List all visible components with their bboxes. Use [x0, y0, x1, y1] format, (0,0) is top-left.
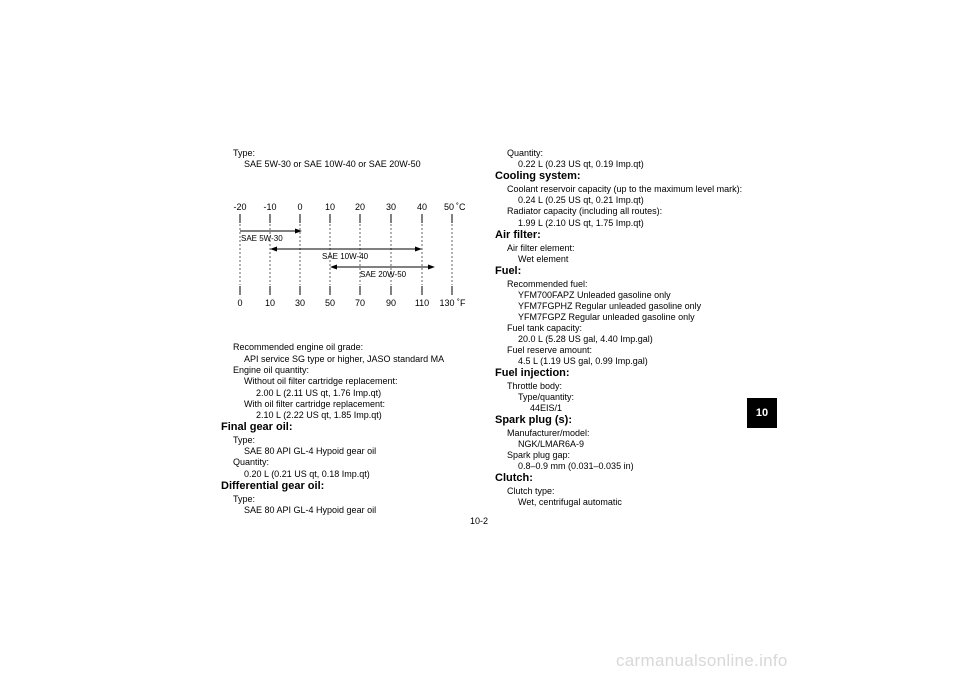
final-gear-quantity-value: 0.20 L (0.21 US qt, 0.18 Imp.qt) [244, 469, 370, 479]
rec-grade-label: Recommended engine oil grade: [233, 342, 364, 352]
throttle-body-label: Throttle body: [507, 381, 563, 391]
without-filter-value: 2.00 L (2.11 US qt, 1.76 Imp.qt) [256, 388, 382, 398]
differential-type-label: Type: [233, 494, 256, 504]
fahrenheit-tick: 10 [264, 298, 276, 308]
celsius-tick: 30 [385, 202, 397, 212]
type-quantity-value: 44EIS/1 [530, 403, 563, 413]
coolant-reservoir-value: 0.24 L (0.25 US qt, 0.21 Imp.qt) [518, 195, 644, 205]
clutch-type-label: Clutch type: [507, 486, 555, 496]
air-filter-heading: Air filter: [495, 229, 541, 241]
final-gear-type-label: Type: [233, 435, 256, 445]
fahrenheit-tick: 30 [294, 298, 306, 308]
chapter-tab-label: 10 [755, 407, 769, 419]
differential-quantity-label: Quantity: [507, 148, 544, 158]
fuel-reserve-label: Fuel reserve amount: [507, 345, 593, 355]
sae-20w-50-range-arrow [330, 265, 435, 270]
final-gear-type-value: SAE 80 API GL-4 Hypoid gear oil [244, 446, 377, 456]
chapter-tab [747, 398, 777, 428]
celsius-tick: 20 [354, 202, 366, 212]
fuel-tank-value: 20.0 L (5.28 US gal, 4.40 Imp.gal) [518, 334, 653, 344]
sae-20w-50-label: SAE 20W-50 [360, 270, 407, 279]
rec-grade-value: API service SG type or higher, JASO standard MA [244, 354, 445, 364]
with-filter-value: 2.10 L (2.22 US qt, 1.85 Imp.qt) [256, 410, 382, 420]
fahrenheit-tick: 0 [237, 298, 243, 308]
watermark: carmanualsonline.info [616, 651, 788, 670]
clutch-heading: Clutch: [495, 472, 533, 484]
celsius-tick: 40 [416, 202, 428, 212]
without-filter-label: Without oil filter cartridge replacement: [244, 376, 398, 386]
celsius-unit: ˚C [456, 202, 466, 212]
engine-oil-quantity-label: Engine oil quantity: [233, 365, 310, 375]
air-filter-element-label: Air filter element: [507, 243, 575, 253]
recommended-fuel-label: Recommended fuel: [507, 279, 588, 289]
sae-10w-40-label: SAE 10W-40 [322, 252, 369, 261]
radiator-capacity-label: Radiator capacity (including all routes): [507, 206, 663, 216]
celsius-tick: -20 [233, 202, 247, 212]
fuel-tank-label: Fuel tank capacity: [507, 323, 583, 333]
fuel-spec-3: YFM7FGPZ Regular unleaded gasoline only [518, 312, 695, 322]
sae-10w-40-range-arrow [270, 247, 422, 252]
fuel-reserve-value: 4.5 L (1.19 US gal, 0.99 Imp.gal) [518, 356, 648, 366]
fuel-spec-2: YFM7FGPHZ Regular unleaded gasoline only [518, 301, 702, 311]
differential-type-value: SAE 80 API GL-4 Hypoid gear oil [244, 505, 377, 515]
cooling-system-heading: Cooling system: [495, 170, 581, 182]
fahrenheit-tick: 110 [414, 298, 430, 308]
final-gear-quantity-label: Quantity: [233, 457, 270, 467]
page-number: 10-2 [470, 516, 489, 526]
engine-oil-type-label: Type: [233, 148, 256, 158]
celsius-tick: 0 [297, 202, 303, 212]
engine-oil-type-value: SAE 5W-30 or SAE 10W-40 or SAE 20W-50 [244, 159, 421, 169]
air-filter-element-value: Wet element [518, 254, 569, 264]
manufacturer-model-value: NGK/LMAR6A-9 [518, 439, 585, 449]
type-quantity-label: Type/quantity: [518, 392, 575, 402]
differential-gear-oil-heading: Differential gear oil: [221, 480, 325, 492]
sae-5w-30-range-arrow [240, 229, 302, 234]
celsius-tick: -10 [263, 202, 277, 212]
fuel-heading: Fuel: [495, 265, 522, 277]
with-filter-label: With oil filter cartridge replacement: [244, 399, 386, 409]
spark-plug-gap-value: 0.8–0.9 mm (0.031–0.035 in) [518, 461, 634, 471]
differential-quantity-value: 0.22 L (0.23 US qt, 0.19 Imp.qt) [518, 159, 644, 169]
radiator-capacity-value: 1.99 L (2.10 US qt, 1.75 Imp.qt) [518, 218, 644, 228]
manufacturer-model-label: Manufacturer/model: [507, 428, 590, 438]
final-gear-oil-heading: Final gear oil: [221, 421, 293, 433]
sae-5w-30-label: SAE 5W-30 [241, 234, 283, 243]
fahrenheit-tick: 90 [385, 298, 397, 308]
coolant-reservoir-label: Coolant reservoir capacity (up to the maximum level mark): [507, 184, 743, 194]
fuel-spec-1: YFM700FAPZ Unleaded gasoline only [518, 290, 671, 300]
celsius-tick: 10 [324, 202, 336, 212]
fuel-injection-heading: Fuel injection: [495, 367, 570, 379]
fahrenheit-tick: 70 [354, 298, 366, 308]
fahrenheit-unit: ˚F [457, 298, 466, 308]
spark-plug-heading: Spark plug (s): [495, 414, 573, 426]
fahrenheit-tick: 50 [324, 298, 336, 308]
fahrenheit-tick: 130 [439, 298, 455, 308]
oil-temperature-chart [225, 198, 480, 313]
spark-plug-gap-label: Spark plug gap: [507, 450, 571, 460]
celsius-tick: 50 [443, 202, 455, 212]
clutch-type-value: Wet, centrifugal automatic [518, 497, 622, 507]
